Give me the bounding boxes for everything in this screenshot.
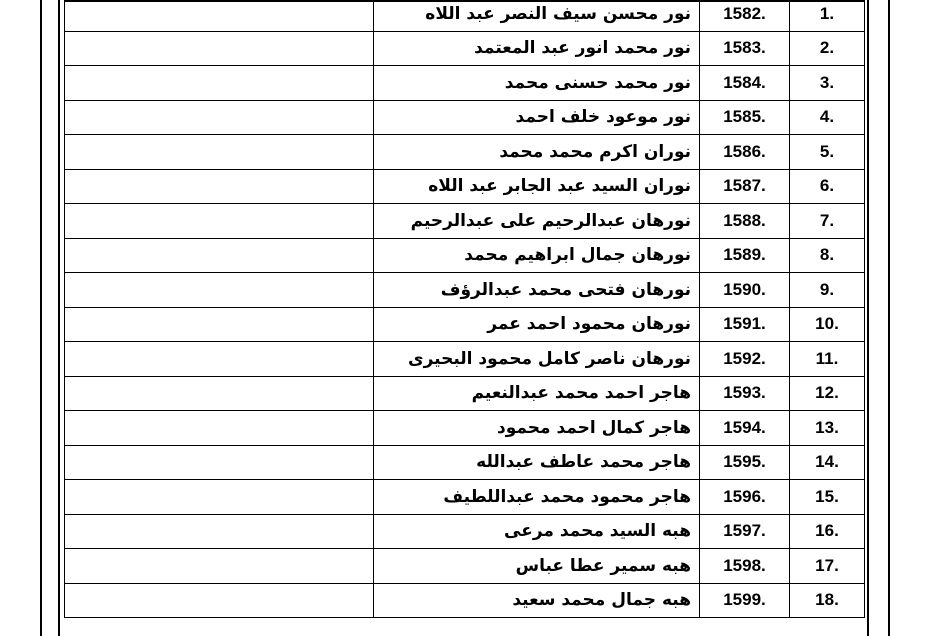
blank-cell bbox=[65, 342, 374, 377]
student-code-cell: 1595. bbox=[700, 445, 790, 480]
student-code-cell: 1593. bbox=[700, 376, 790, 411]
student-code-cell: 1599. bbox=[700, 583, 790, 618]
blank-cell bbox=[65, 0, 374, 31]
student-code-cell: 1592. bbox=[700, 342, 790, 377]
table-row bbox=[65, 376, 865, 411]
student-code-cell: 1586. bbox=[700, 135, 790, 170]
student-code-cell: 1598. bbox=[700, 549, 790, 584]
student-code-cell: 1588. bbox=[700, 204, 790, 239]
student-name-cell: نور موعود خلف احمد bbox=[374, 100, 700, 135]
blank-cell bbox=[65, 135, 374, 170]
table-row bbox=[65, 480, 865, 515]
serial-number-cell: 7. bbox=[790, 204, 865, 239]
serial-number-cell: 11. bbox=[790, 342, 865, 377]
student-name-cell: هاجر احمد محمد عبدالنعيم bbox=[374, 376, 700, 411]
serial-number-cell: 9. bbox=[790, 273, 865, 308]
table-row bbox=[65, 342, 865, 377]
table-row bbox=[65, 135, 865, 170]
student-name-cell: نور محسن سيف النصر عبد اللاه bbox=[374, 0, 700, 31]
student-name-cell: نورهان ناصر كامل محمود البحيرى bbox=[374, 342, 700, 377]
table-row bbox=[65, 549, 865, 584]
student-name-cell: هاجر محمد عاطف عبدالله bbox=[374, 445, 700, 480]
blank-cell bbox=[65, 514, 374, 549]
table-row bbox=[65, 273, 865, 308]
table-row bbox=[65, 307, 865, 342]
blank-cell bbox=[65, 169, 374, 204]
blank-cell bbox=[65, 66, 374, 101]
student-code-cell: 1597. bbox=[700, 514, 790, 549]
student-code-cell: 1591. bbox=[700, 307, 790, 342]
serial-number-cell: 2. bbox=[790, 31, 865, 66]
student-name-cell: نوران السيد عبد الجابر عبد اللاه bbox=[374, 169, 700, 204]
student-name-cell: هبه جمال محمد سعيد bbox=[374, 583, 700, 618]
student-name-cell: نورهان عبدالرحيم على عبدالرحيم bbox=[374, 204, 700, 239]
serial-number-cell: 16. bbox=[790, 514, 865, 549]
student-code-cell: 1584. bbox=[700, 66, 790, 101]
table-row bbox=[65, 411, 865, 446]
student-name-cell: هبه السيد محمد مرعى bbox=[374, 514, 700, 549]
student-name-cell: نوران اكرم محمد محمد bbox=[374, 135, 700, 170]
student-name-cell: نور محمد انور عبد المعتمد bbox=[374, 31, 700, 66]
serial-number-cell: 14. bbox=[790, 445, 865, 480]
student-name-cell: هاجر كمال احمد محمود bbox=[374, 411, 700, 446]
table-top-rule bbox=[64, 0, 864, 2]
student-code-cell: 1594. bbox=[700, 411, 790, 446]
student-name-cell: هاجر محمود محمد عبداللطيف bbox=[374, 480, 700, 515]
serial-number-cell: 6. bbox=[790, 169, 865, 204]
table-row bbox=[65, 583, 865, 618]
serial-number-cell: 4. bbox=[790, 100, 865, 135]
blank-cell bbox=[65, 204, 374, 239]
student-name-cell: هبه سمير عطا عباس bbox=[374, 549, 700, 584]
serial-number-cell: 1. bbox=[790, 0, 865, 31]
student-name-cell: نور محمد حسنى محمد bbox=[374, 66, 700, 101]
serial-number-cell: 10. bbox=[790, 307, 865, 342]
serial-number-cell: 13. bbox=[790, 411, 865, 446]
table-row bbox=[65, 169, 865, 204]
table-row bbox=[65, 100, 865, 135]
table-row bbox=[65, 31, 865, 66]
blank-cell bbox=[65, 480, 374, 515]
student-name-cell: نورهان محمود احمد عمر bbox=[374, 307, 700, 342]
student-code-cell: 1596. bbox=[700, 480, 790, 515]
serial-number-cell: 8. bbox=[790, 238, 865, 273]
blank-cell bbox=[65, 273, 374, 308]
table-row bbox=[65, 0, 865, 31]
table-row bbox=[65, 514, 865, 549]
blank-cell bbox=[65, 31, 374, 66]
blank-cell bbox=[65, 307, 374, 342]
student-code-cell: 1587. bbox=[700, 169, 790, 204]
student-code-cell: 1585. bbox=[700, 100, 790, 135]
serial-number-cell: 18. bbox=[790, 583, 865, 618]
blank-cell bbox=[65, 549, 374, 584]
student-name-cell: نورهان جمال ابراهيم محمد bbox=[374, 238, 700, 273]
blank-cell bbox=[65, 411, 374, 446]
student-roster-table bbox=[64, 0, 865, 618]
serial-number-cell: 17. bbox=[790, 549, 865, 584]
blank-cell bbox=[65, 583, 374, 618]
blank-cell bbox=[65, 445, 374, 480]
student-code-cell: 1589. bbox=[700, 238, 790, 273]
serial-number-cell: 3. bbox=[790, 66, 865, 101]
roster-body bbox=[65, 0, 865, 618]
student-code-cell: 1590. bbox=[700, 273, 790, 308]
blank-cell bbox=[65, 376, 374, 411]
student-code-cell: 1583. bbox=[700, 31, 790, 66]
table-row bbox=[65, 445, 865, 480]
serial-number-cell: 15. bbox=[790, 480, 865, 515]
table-row bbox=[65, 204, 865, 239]
table-row bbox=[65, 238, 865, 273]
blank-cell bbox=[65, 238, 374, 273]
student-code-cell: 1582. bbox=[700, 0, 790, 31]
serial-number-cell: 12. bbox=[790, 376, 865, 411]
student-name-cell: نورهان فتحى محمد عبدالرؤف bbox=[374, 273, 700, 308]
serial-number-cell: 5. bbox=[790, 135, 865, 170]
blank-cell bbox=[65, 100, 374, 135]
table-row bbox=[65, 66, 865, 101]
